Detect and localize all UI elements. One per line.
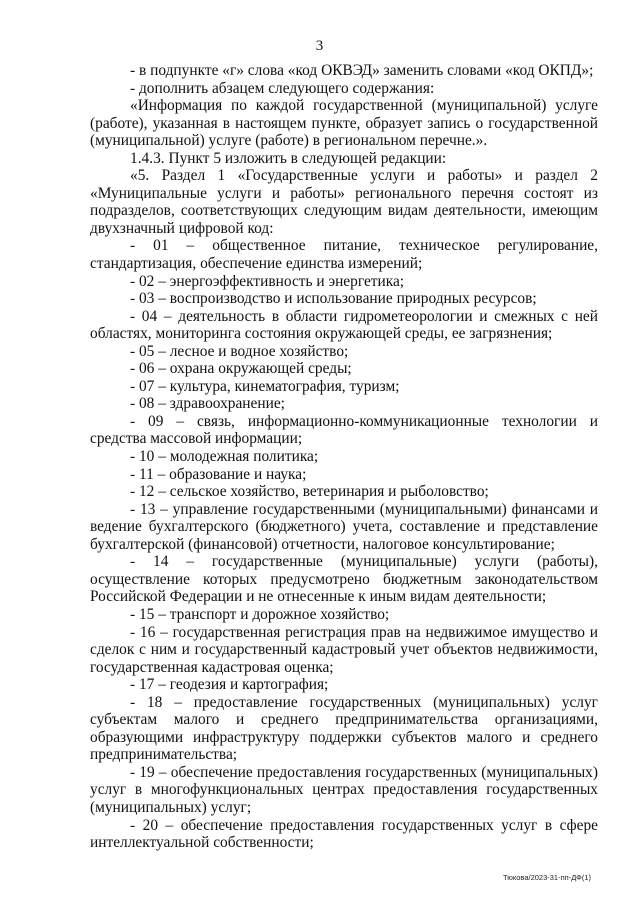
- list-item: - 09 – связь, информационно-коммуникационные технологии и средства массовой информации;: [90, 412, 598, 448]
- list-item: - 13 – управление государственными (муниципальными) финансами и ведение бухгалтерского (бюджетного) учета, составление и представление бухгалтерской (финансовой) отчетности, налоговое консультирование;: [90, 500, 598, 553]
- list-item: - 03 – воспроизводство и использование природных ресурсов;: [130, 290, 537, 308]
- list-item: - 04 – деятельность в области гидрометеорологии и смежных с ней областях, мониторинга состояния окружающей среды, ее загрязнения;: [90, 307, 598, 343]
- page-number: 3: [315, 38, 324, 54]
- list-item: - 19 – обеспечение предоставления государственных (муниципальных) услуг в многофункциональных центрах предоставления государственных (муниципальных) услуг;: [90, 763, 598, 816]
- list-item: - 14 – государственные (муниципальные) услуги (работы), осуществление которых предусмотрено бюджетным законодательством Российской Федерации и не отнесенные к иным видам деятельности;: [90, 553, 598, 606]
- list-item: - 11 – образование и наука;: [130, 465, 307, 483]
- list-item: - 08 – здравоохранение;: [130, 395, 285, 413]
- list-item: - 12 – сельское хозяйство, ветеринария и рыболовство;: [130, 483, 489, 501]
- list-item: - 07 – культура, кинематография, туризм;: [130, 377, 400, 395]
- paragraph: «Информация по каждой государственной (муниципальной) услуге (работе), указанная в настоящем пункте, образует запись о государственной (муниципальной) услуге (работе) в региональном перечне.».: [90, 97, 598, 150]
- paragraph: 1.4.3. Пункт 5 изложить в следующей редакции:: [130, 149, 447, 167]
- list-item: - 05 – лесное и водное хозяйство;: [130, 342, 349, 360]
- list-item: - 01 – общественное питание, техническое регулирование, стандартизация, обеспечение единства измерений;: [90, 237, 598, 273]
- list-item: - 17 – геодезия и картография;: [130, 676, 329, 694]
- list-item: - 20 – обеспечение предоставления государственных услуг в сфере интеллектуальной собственности;: [90, 816, 598, 852]
- paragraph: - дополнить абзацем следующего содержания:: [130, 79, 435, 97]
- list-item: - 18 – предоставление государственных (муниципальных) услуг субъектам малого и среднего предпринимательства организациями, образующими инфраструктуру поддержки субъектов малого и среднего предпринимательства;: [90, 693, 598, 764]
- document-body: [90, 62, 598, 852]
- list-item: - 10 – молодежная политика;: [130, 448, 319, 466]
- paragraph: - в подпункте «г» слова «код ОКВЭД» заменить словами «код ОКПД»;: [130, 62, 594, 79]
- list-item: - 15 – транспорт и дорожное хозяйство;: [130, 605, 390, 623]
- list-item: - 16 – государственная регистрация прав на недвижимое имущество и сделок с ним и государственный кадастровый учет объектов недвижимости, государственная кадастровая оценка;: [90, 623, 598, 676]
- paragraph: «5. Раздел 1 «Государственные услуги и работы» и раздел 2 «Муниципальные услуги и работы» регионального перечня состоят из подразделов, соответствующих следующим видам деятельности, имеющим двухзначный цифровой код:: [90, 167, 598, 237]
- footer-reference: Тюкова/2023-31-пп-ДФ(1): [503, 873, 591, 882]
- list-item: - 02 – энергоэффективность и энергетика;: [130, 272, 405, 290]
- list-item: - 06 – охрана окружающей среды;: [130, 360, 352, 378]
